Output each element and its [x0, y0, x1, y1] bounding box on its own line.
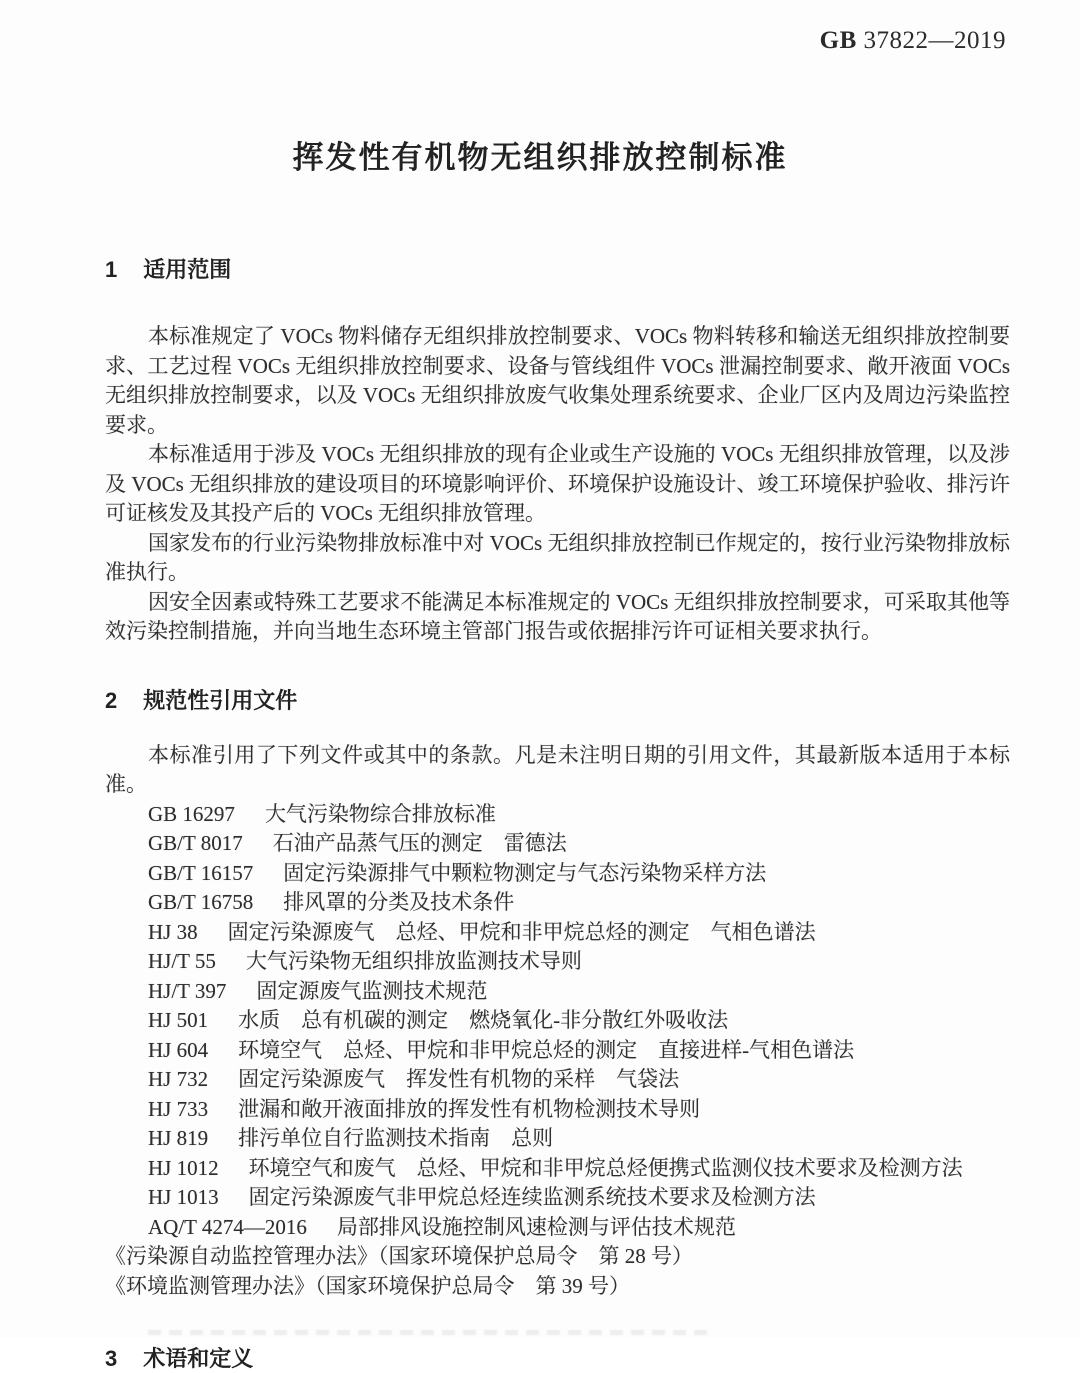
- body-paragraph: 本标准规定了 VOCs 物料储存无组织排放控制要求、VOCs 物料转移和输送无组织排放控制要求、工艺过程 VOCs 无组织排放控制要求、设备与管线组件 VOCs 泄漏控制要求、敞开液面 VOCs 无组织排放控制要求，以及 VOCs 无组织排放废气收集处理系统要求、企业厂区内及周边污染监控要求。: [105, 324, 1010, 437]
- reference-title: 固定污染源排气中颗粒物测定与气态污染物采样方法: [283, 860, 767, 885]
- reference-code: HJ 38: [148, 919, 198, 944]
- reference-code: GB/T 8017: [148, 831, 243, 855]
- reference-title: 水质 总有机碳的测定 燃烧氧化-非分散红外吸收法: [238, 1008, 729, 1032]
- body-paragraph: 国家发布的行业污染物排放标准中对 VOCs 无组织排放控制已作规定的，按行业污染物排放标准执行。: [105, 530, 1010, 584]
- reference-code: GB 16297: [148, 801, 235, 826]
- reference-code: HJ/T 397: [148, 978, 227, 1003]
- reference-title: 固定污染源废气 挥发性有机物的采样 气袋法: [238, 1067, 680, 1091]
- reference-title: 《环境监测管理办法》（国家环境保护总局令 第 39 号）: [105, 1273, 630, 1298]
- section-heading-references: [105, 687, 1010, 715]
- reference-code: HJ 733: [148, 1096, 209, 1121]
- standard-number: 37822—2019: [863, 27, 1006, 54]
- reference-code: HJ/T 55: [148, 949, 216, 973]
- reference-code: HJ 501: [148, 1008, 209, 1032]
- reference-code: HJ 1013: [148, 1185, 219, 1209]
- reference-item: [105, 947, 1010, 977]
- document-header: [0, 0, 1080, 56]
- reference-code: GB/T 16157: [148, 860, 254, 885]
- references-intro: 本标准引用了下列文件或其中的条款。凡是未注明日期的引用文件，其最新版本适用于本标准。: [105, 742, 1010, 796]
- reference-item: [105, 1213, 1010, 1243]
- reference-code: HJ 819: [148, 1126, 209, 1150]
- section-number: 2: [105, 687, 118, 713]
- section-heading-terms: [105, 1345, 1010, 1373]
- reference-title: 固定污染源废气 总烃、甲烷和非甲烷总烃的测定 气相色谱法: [227, 919, 816, 944]
- section-title: 适用范围: [143, 257, 232, 282]
- reference-title: 局部排风设施控制风速检测与评估技术规范: [336, 1214, 736, 1239]
- reference-item: [105, 1124, 1010, 1154]
- scope-paragraphs: [105, 322, 1010, 647]
- reference-title: 《污染源自动监控管理办法》（国家环境保护总局令 第 28 号）: [105, 1244, 693, 1268]
- reference-item: [105, 1065, 1010, 1095]
- reference-title: 排风罩的分类及技术条件: [283, 890, 515, 914]
- reference-title: 石油产品蒸气压的测定 雷德法: [272, 831, 567, 855]
- section-title: 规范性引用文件: [143, 687, 298, 713]
- reference-title: 大气污染物综合排放标准: [264, 801, 496, 826]
- section-title: 术语和定义: [143, 1346, 254, 1371]
- reference-title: 环境空气和废气 总烃、甲烷和非甲烷总烃便携式监测仪技术要求及检测方法: [248, 1155, 963, 1180]
- reference-title: 固定源废气监测技术规范: [256, 978, 488, 1003]
- section-heading-scope: [105, 256, 1010, 284]
- reference-item: [105, 1183, 1010, 1213]
- reference-code: AQ/T 4274—2016: [148, 1214, 307, 1239]
- section-number: 3: [105, 1346, 118, 1371]
- reference-code: HJ 1012: [148, 1155, 219, 1180]
- reference-item: [105, 1242, 1010, 1272]
- document-body: [105, 256, 1010, 1373]
- reference-title: 固定污染源废气非甲烷总烃连续监测系统技术要求及检测方法: [248, 1185, 816, 1209]
- reference-title: 环境空气 总烃、甲烷和非甲烷总烃的测定 直接进样-气相色谱法: [238, 1037, 855, 1062]
- section-number: 1: [105, 257, 118, 282]
- reference-item: [105, 1095, 1010, 1125]
- reference-title: 排污单位自行监测技术指南 总则: [238, 1126, 554, 1150]
- reference-title: 泄漏和敞开液面排放的挥发性有机物检测技术导则: [238, 1096, 701, 1121]
- reference-item: [105, 1036, 1010, 1066]
- reference-code: GB/T 16758: [148, 890, 254, 914]
- document-title: 挥发性有机物无组织排放控制标准: [292, 140, 788, 175]
- reference-item: [105, 1154, 1010, 1184]
- reference-item: [105, 1006, 1010, 1036]
- body-paragraph: 因安全因素或特殊工艺要求不能满足本标准规定的 VOCs 无组织排放控制要求，可采取其他等效污染控制措施，并向当地生态环境主管部门报告或依据排污许可证相关要求执行。: [105, 589, 1010, 643]
- body-paragraph: 本标准适用于涉及 VOCs 无组织排放的现有企业或生产设施的 VOCs 无组织排放管理，以及涉及 VOCs 无组织排放的建设项目的环境影响评价、环境保护设施设计、竣工环境保护验收、排污许可证核发及其投产后的 VOCs 无组织排放管理。: [105, 442, 1010, 525]
- reference-item: [105, 829, 1010, 859]
- reference-item: [105, 977, 1010, 1007]
- cutoff-text-line: [148, 1330, 708, 1335]
- reference-code: HJ 604: [148, 1037, 209, 1062]
- reference-list: [105, 800, 1010, 1302]
- reference-item: [105, 888, 1010, 918]
- reference-item: [105, 800, 1010, 830]
- reference-title: 大气污染物无组织排放监测技术导则: [245, 949, 582, 973]
- reference-item: [105, 918, 1010, 948]
- reference-item: [105, 859, 1010, 889]
- reference-code: HJ 732: [148, 1067, 209, 1091]
- standard-number-prefix: GB: [819, 27, 857, 54]
- reference-item: [105, 1272, 1010, 1302]
